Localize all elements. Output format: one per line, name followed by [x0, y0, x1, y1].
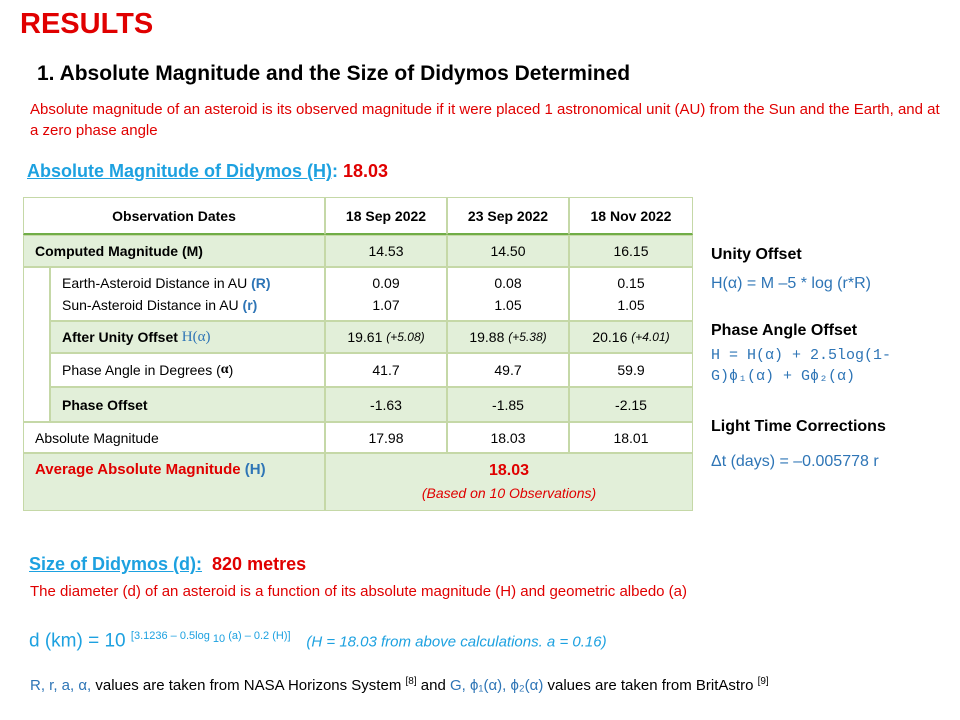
section-heading: 1. Absolute Magnitude and the Size of Didymos Determined: [37, 62, 631, 85]
source-note: R, r, a, α, values are taken from NASA Horizons System [8] and G, ϕ₁(α), ϕ₂(α) values are taken from BritAstro [9]: [30, 676, 769, 694]
row-unity-label: After Unity Offset H(α): [50, 321, 325, 353]
absolute-value: 17.98: [325, 422, 447, 453]
distance-values: [447, 267, 569, 321]
header-observation-dates: Observation Dates: [23, 197, 325, 235]
header-date-3: 18 Nov 2022: [569, 197, 693, 235]
unity-value: 20.16 (+4.01): [569, 321, 693, 353]
sun-distance-value: 1.05: [617, 297, 645, 313]
row-phase-angle-label: Phase Angle in Degrees ( α ): [50, 353, 325, 387]
average-note: (Based on 10 Observations): [421, 485, 597, 501]
computed-value: 16.15: [569, 235, 693, 267]
earth-distance-value: 0.08: [494, 275, 522, 291]
sun-distance-value: 1.07: [372, 297, 400, 313]
size-summary: [29, 554, 306, 575]
phase-angle-formula-line2: G)ϕ₁(α) + Gϕ₂(α): [711, 368, 856, 385]
row-computed-label: Computed Magnitude (M): [23, 235, 325, 267]
absolute-magnitude-definition: Absolute magnitude of an asteroid is its observed magnitude if it were placed 1 astronomical unit (AU) from the Sun and the Earth, and at a zero phase angle: [30, 101, 940, 139]
results-table: [23, 197, 693, 511]
size-value: 820 metres: [212, 554, 307, 574]
absolute-magnitude-summary: [27, 161, 388, 182]
absolute-magnitude-label: Absolute Magnitude of Didymos (H): [27, 161, 332, 181]
diameter-definition: The diameter (d) of an asteroid is a function of its absolute magnitude (H) and geometric albedo (a): [30, 583, 688, 600]
header-date-2: 23 Sep 2022: [447, 197, 569, 235]
absolute-magnitude-value: 18.03: [343, 161, 389, 181]
h-alpha-symbol: H(α): [181, 328, 211, 345]
computed-value: 14.53: [325, 235, 447, 267]
phase-angle-value: 41.7: [325, 353, 447, 387]
light-time-title: Light Time Corrections: [711, 418, 886, 435]
row-phase-offset-label: Phase Offset: [50, 387, 325, 422]
row-absolute-label: Absolute Magnitude: [23, 422, 325, 453]
earth-distance-value: 0.09: [372, 275, 400, 291]
diameter-formula: d (km) = 10 [3.1236 – 0.5log 10 (a) – 0.2 (H)] (H = 18.03 from above calculations. a = 0.16): [29, 630, 607, 652]
unity-offset-formula: H(α) = M –5 * log (r*R): [711, 275, 871, 292]
earth-distance-label: Earth-Asteroid Distance in AU (R): [62, 275, 271, 291]
indent-cell: [23, 267, 50, 422]
earth-distance-value: 0.15: [617, 275, 645, 291]
phase-angle-offset-title: Phase Angle Offset: [711, 322, 858, 339]
unity-offset-title: Unity Offset: [711, 246, 802, 263]
phase-offset-value: -1.85: [447, 387, 569, 422]
phase-offset-value: -1.63: [325, 387, 447, 422]
sun-distance-label: Sun-Asteroid Distance in AU (r): [62, 297, 258, 313]
computed-value: 14.50: [447, 235, 569, 267]
phase-angle-value: 59.9: [569, 353, 693, 387]
distance-values: [325, 267, 447, 321]
phase-angle-value: 49.7: [447, 353, 569, 387]
phase-offset-value: -2.15: [569, 387, 693, 422]
distance-values: [569, 267, 693, 321]
row-distance-label: [50, 267, 325, 321]
phase-angle-formula-line1: H = H(α) + 2.5log(1-: [711, 347, 892, 364]
absolute-value: 18.01: [569, 422, 693, 453]
page-title: RESULTS: [20, 8, 154, 40]
light-time-formula: Δt (days) = –0.005778 r: [711, 453, 879, 470]
unity-value: 19.61 (+5.08): [325, 321, 447, 353]
absolute-magnitude-colon: :: [332, 161, 338, 181]
size-label: Size of Didymos (d):: [29, 554, 203, 574]
sun-distance-value: 1.05: [494, 297, 522, 313]
row-average-label: Average Absolute Magnitude (H): [23, 453, 325, 511]
header-date-1: 18 Sep 2022: [325, 197, 447, 235]
unity-value: 19.88 (+5.38): [447, 321, 569, 353]
average-value-cell: [325, 453, 693, 511]
absolute-value: 18.03: [447, 422, 569, 453]
average-value: 18.03: [488, 462, 530, 479]
formula-note: (H = 18.03 from above calculations. a = 0.16): [306, 633, 607, 651]
